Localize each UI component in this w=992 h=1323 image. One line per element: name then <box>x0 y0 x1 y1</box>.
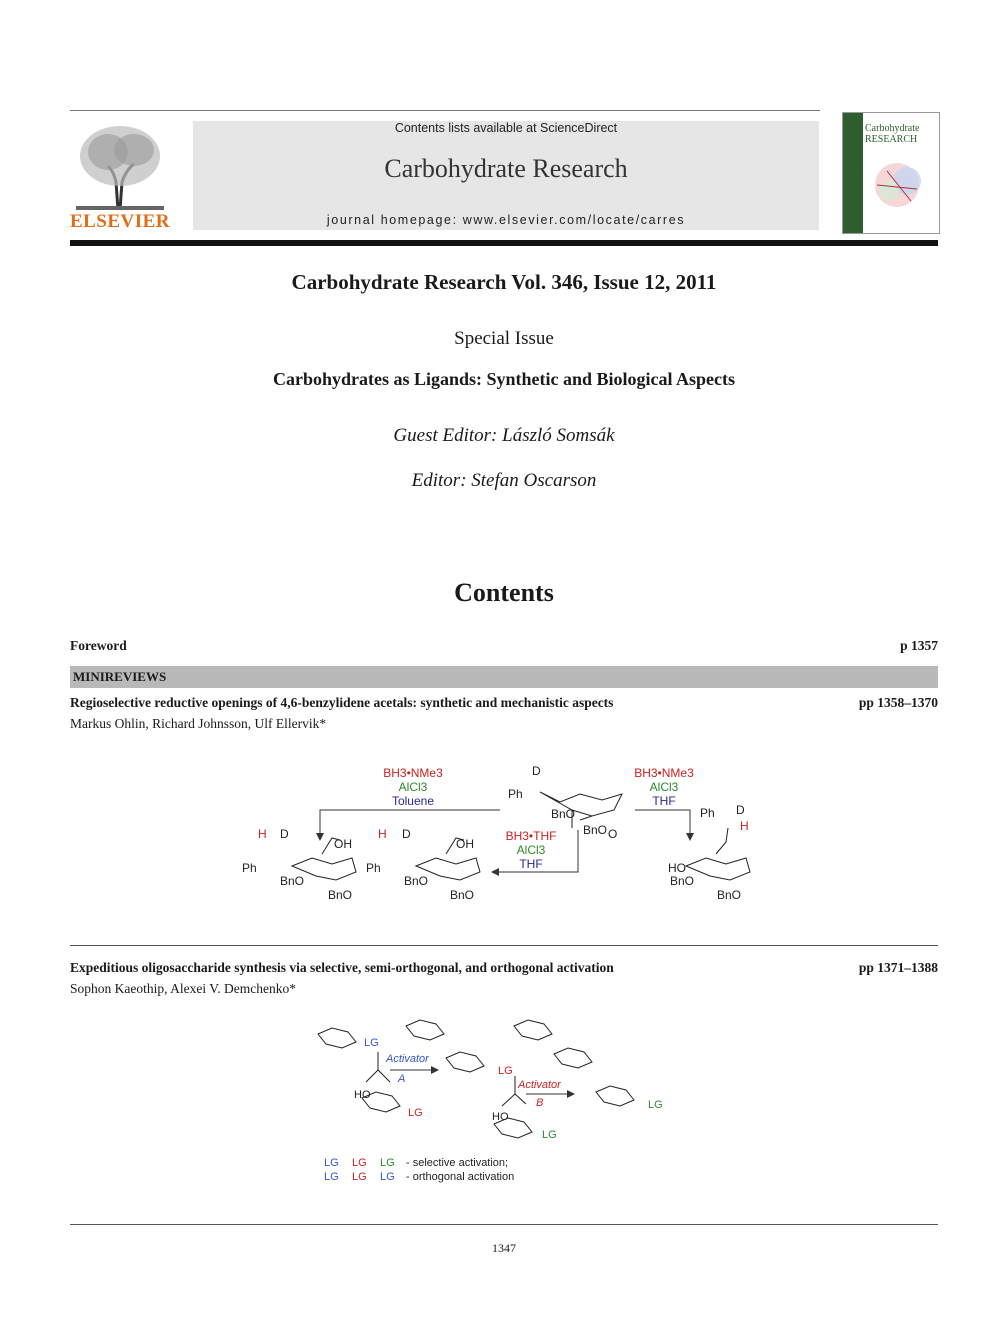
donor-ring <box>318 1028 356 1048</box>
reagent-left-2: AlCl3 <box>398 780 428 794</box>
trimer-ring-1 <box>514 1020 552 1040</box>
label-BnO-top-2: BnO <box>583 823 608 837</box>
reagent-mid-1: BH3•THF <box>505 829 557 843</box>
label-HO-right: HO <box>668 861 686 875</box>
volume-issue-line: Carbohydrate Research Vol. 346, Issue 12, 2011 <box>291 270 717 294</box>
page-number: 1347 <box>492 1241 516 1255</box>
section-label: MINIREVIEWS <box>73 669 167 684</box>
label-D-right: D <box>736 803 745 817</box>
foreword-link[interactable]: Foreword <box>70 638 127 653</box>
publisher-wordmark: ELSEVIER <box>69 211 171 232</box>
ho-label-a: HO <box>354 1089 371 1101</box>
legend-lg-5: LG <box>352 1171 367 1183</box>
lg-label-dimer: LG <box>498 1065 513 1077</box>
cover-title-line2: RESEARCH <box>865 134 918 145</box>
dimer-ring-bottom <box>446 1052 484 1072</box>
foreword-pages: p 1357 <box>900 638 938 653</box>
lg-label-donor: LG <box>364 1037 379 1049</box>
article-pages: pp 1371–1388 <box>858 960 938 975</box>
label-BnO-left-2: BnO <box>328 888 353 902</box>
reagent-right-3: THF <box>652 794 676 808</box>
journal-cover <box>842 112 940 234</box>
contents-available-line[interactable]: Contents lists available at ScienceDirect <box>394 121 618 135</box>
label-BnO-mid-1: BnO <box>404 874 429 888</box>
reagent-right-1: BH3•NMe3 <box>634 766 694 780</box>
label-O-top: O <box>608 827 618 841</box>
article-divider <box>70 945 938 946</box>
legend-selective: - selective activation; <box>406 1157 509 1169</box>
label-OH-left: OH <box>334 837 352 851</box>
article-title[interactable]: Expeditious oligosaccharide synthesis via selective, semi-orthogonal, and orthogonal activation <box>70 960 614 975</box>
label-Ph-top: Ph <box>508 787 523 801</box>
reaction-arrow-right <box>635 810 690 840</box>
header-thick-rule <box>70 240 938 246</box>
section-header-bar <box>70 666 938 688</box>
lg-label-acceptor-b: LG <box>542 1129 557 1141</box>
reagent-right-2: AlCl3 <box>649 780 679 794</box>
step-b-label: B <box>536 1097 544 1109</box>
activator-label-b: Activator <box>518 1079 561 1091</box>
cover-molecule-art-icon <box>867 155 933 217</box>
cover-title-line1: Carbohydrate <box>865 123 920 134</box>
lg-label-trimer: LG <box>648 1099 663 1111</box>
reagent-mid-2: AlCl3 <box>516 843 546 857</box>
label-BnO-top-1: BnO <box>551 807 576 821</box>
special-issue-label: Special Issue <box>454 328 554 349</box>
label-BnO-mid-2: BnO <box>450 888 475 902</box>
ho-label-b: HO <box>492 1111 509 1123</box>
reagent-left-3: Toluene <box>391 794 435 808</box>
journal-title: Carbohydrate Research <box>384 154 628 183</box>
label-BnO-left-1: BnO <box>280 874 305 888</box>
trimer-ring-3 <box>596 1086 634 1106</box>
article-title[interactable]: Regioselective reductive openings of 4,6-benzylidene acetals: synthetic and mechanistic aspects <box>70 695 614 710</box>
reagent-left-1: BH3•NMe3 <box>383 766 443 780</box>
reagent-mid-3: THF <box>519 857 543 871</box>
legend-lg-2: LG <box>352 1157 367 1169</box>
label-H-left: H <box>258 827 267 841</box>
lg-label-acceptor-a: LG <box>408 1107 423 1119</box>
journal-homepage-link[interactable]: journal homepage: www.elsevier.com/locate/carres <box>326 213 686 227</box>
editor: Editor: Stefan Oscarson <box>411 470 597 491</box>
label-BnO-right-1: BnO <box>670 874 695 888</box>
graphical-abstract-oligosaccharide <box>310 1018 710 1190</box>
special-issue-theme: Carbohydrates as Ligands: Synthetic and Biological Aspects <box>272 369 736 389</box>
step-a-label: A <box>398 1073 406 1085</box>
label-D-mid: D <box>402 827 411 841</box>
legend-lg-3: LG <box>380 1157 395 1169</box>
legend-lg-1: LG <box>324 1157 339 1169</box>
guest-editor: Guest Editor: László Somsák <box>393 425 615 446</box>
contents-heading: Contents <box>454 578 554 607</box>
legend-lg-4: LG <box>324 1171 339 1183</box>
activator-label-a: Activator <box>386 1053 429 1065</box>
article-authors: Markus Ohlin, Richard Johnsson, Ulf Ellervik* <box>70 716 327 731</box>
label-OH-mid: OH <box>456 837 474 851</box>
legend-lg-6: LG <box>380 1171 395 1183</box>
product-4-OH <box>686 828 750 880</box>
header-top-rule <box>70 110 820 111</box>
label-Ph-right: Ph <box>700 806 715 820</box>
article-divider <box>70 1224 938 1225</box>
label-Ph-left: Ph <box>242 861 257 875</box>
graphical-abstract-benzylidene <box>230 758 790 918</box>
legend-orthogonal: - orthogonal activation <box>406 1171 515 1183</box>
label-H-mid: H <box>378 827 387 841</box>
label-BnO-right-2: BnO <box>717 888 742 902</box>
cover-spine <box>843 113 863 233</box>
label-D-top: D <box>532 764 541 778</box>
trimer-ring-2 <box>554 1048 592 1068</box>
label-D-left: D <box>280 827 289 841</box>
label-H-right: H <box>740 819 749 833</box>
dimer-ring-top <box>406 1020 444 1040</box>
label-Ph-mid: Ph <box>366 861 381 875</box>
article-authors: Sophon Kaeothip, Alexei V. Demchenko* <box>70 981 296 996</box>
article-pages: pp 1358–1370 <box>858 695 938 710</box>
